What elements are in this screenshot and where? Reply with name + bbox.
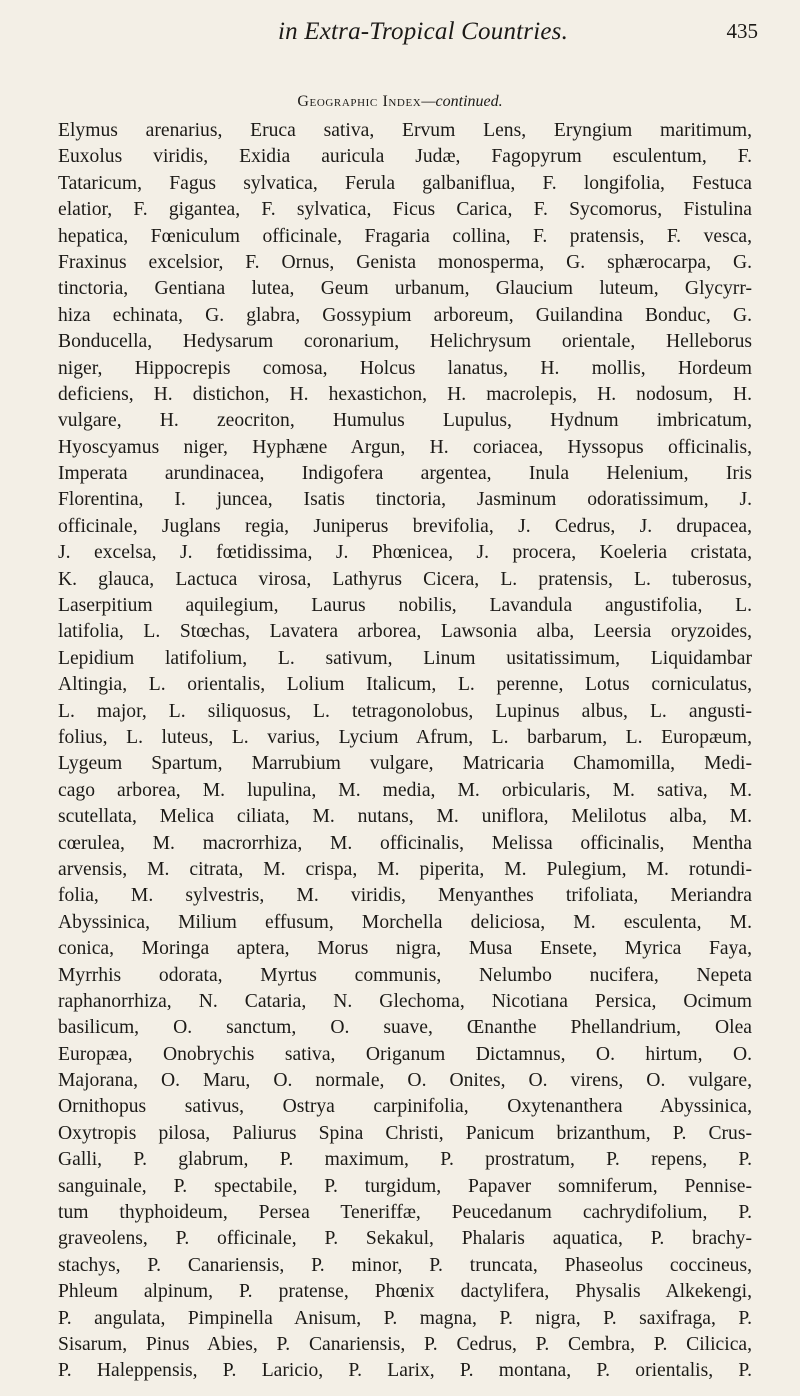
index-text-line: niger, Hippocrepis comosa, Holcus lanatus, H. mollis, Hordeum	[58, 357, 752, 379]
index-text-line: folius, L. luteus, L. varius, Lycium Afrum, L. barbarum, L. Europæum,	[58, 726, 752, 748]
index-text-line: latifolia, L. Stœchas, Lavatera arborea, Lawsonia alba, Leersia oryzoides,	[58, 621, 752, 643]
index-body-text	[58, 118, 752, 1385]
index-text-line: Hyoscyamus niger, Hyphæne Argun, H. coriacea, Hyssopus officinalis,	[58, 436, 752, 458]
index-text-line: folia, M. sylvestris, M. viridis, Menyanthes trifoliata, Meriandra	[58, 885, 752, 907]
index-text-line: Majorana, O. Maru, O. normale, O. Onites, O. virens, O. vulgare,	[58, 1070, 752, 1092]
index-text-line: Bonducella, Hedysarum coronarium, Helichrysum orientale, Helleborus	[58, 331, 752, 353]
index-text-line: scutellata, Melica ciliata, M. nutans, M. uniflora, Melilotus alba, M.	[58, 806, 752, 828]
index-text-line: basilicum, O. sanctum, O. suave, Œnanthe Phellandrium, Olea	[58, 1017, 752, 1039]
index-text-line: Abyssinica, Milium effusum, Morchella deliciosa, M. esculenta, M.	[58, 911, 752, 933]
index-text-line: P. angulata, Pimpinella Anisum, P. magna, P. nigra, P. saxifraga, P.	[58, 1307, 752, 1329]
index-text-line: Europæa, Onobrychis sativa, Origanum Dictamnus, O. hirtum, O.	[58, 1043, 752, 1065]
section-continued-note: —continued.	[421, 93, 503, 110]
index-text-line: hiza echinata, G. glabra, Gossypium arboreum, Guilandina Bonduc, G.	[58, 304, 752, 326]
index-text-line: cœrulea, M. macrorrhiza, M. officinalis, Melissa officinalis, Mentha	[58, 832, 752, 854]
index-text-line: conica, Moringa aptera, Morus nigra, Musa Ensete, Myrica Faya,	[58, 938, 752, 960]
running-head	[88, 18, 758, 48]
index-text-line: Lygeum Spartum, Marrubium vulgare, Matricaria Chamomilla, Medi-	[58, 753, 752, 775]
index-text-line: Tataricum, Fagus sylvatica, Ferula galbaniflua, F. longifolia, Festuca	[58, 172, 752, 194]
index-text-line: Laserpitium aquilegium, Laurus nobilis, Lavandula angustifolia, L.	[58, 595, 752, 617]
index-text-line: Lepidium latifolium, L. sativum, Linum usitatissimum, Liquidambar	[58, 647, 752, 669]
index-text-line: Euxolus viridis, Exidia auricula Judæ, Fagopyrum esculentum, F.	[58, 146, 752, 168]
index-text-line: hepatica, Fœniculum officinale, Fragaria collina, F. pratensis, F. vesca,	[58, 225, 752, 247]
section-heading	[0, 93, 800, 111]
index-text-line: J. excelsa, J. fœtidissima, J. Phœnicea, J. procera, Koeleria cristata,	[58, 542, 752, 564]
index-text-line: arvensis, M. citrata, M. crispa, M. piperita, M. Pulegium, M. rotundi-	[58, 858, 752, 880]
index-text-line: Phleum alpinum, P. pratense, Phœnix dactylifera, Physalis Alkekengi,	[58, 1281, 752, 1303]
index-text-line: Myrrhis odorata, Myrtus communis, Nelumbo nucifera, Nepeta	[58, 964, 752, 986]
index-text-line: raphanorrhiza, N. Cataria, N. Glechoma, Nicotiana Persica, Ocimum	[58, 990, 752, 1012]
index-text-line: Galli, P. glabrum, P. maximum, P. prostratum, P. repens, P.	[58, 1149, 752, 1171]
index-text-line: tum thyphoideum, Persea Teneriffæ, Peucedanum cachrydifolium, P.	[58, 1202, 752, 1224]
index-text-line: Imperata arundinacea, Indigofera argentea, Inula Helenium, Iris	[58, 463, 752, 485]
index-text-line: K. glauca, Lactuca virosa, Lathyrus Cicera, L. pratensis, L. tuberosus,	[58, 568, 752, 590]
index-text-line: P. Haleppensis, P. Laricio, P. Larix, P. montana, P. orientalis, P.	[58, 1360, 752, 1382]
index-text-line: officinale, Juglans regia, Juniperus brevifolia, J. Cedrus, J. drupacea,	[58, 515, 752, 537]
index-text-line: Oxytropis pilosa, Paliurus Spina Christi, Panicum brizanthum, P. Crus-	[58, 1122, 752, 1144]
index-text-line: deficiens, H. distichon, H. hexastichon, H. macrolepis, H. nodosum, H.	[58, 383, 752, 405]
index-text-line: tinctoria, Gentiana lutea, Geum urbanum, Glaucium luteum, Glycyrr-	[58, 278, 752, 300]
running-title: in Extra-Tropical Countries.	[277, 18, 569, 45]
section-title: Geographic Index	[297, 93, 422, 110]
index-text-line: Fraxinus excelsior, F. Ornus, Genista monosperma, G. sphærocarpa, G.	[58, 251, 752, 273]
index-text-line: elatior, F. gigantea, F. sylvatica, Ficus Carica, F. Sycomorus, Fistulina	[58, 199, 752, 221]
index-text-line: sanguinale, P. spectabile, P. turgidum, Papaver somniferum, Pennise-	[58, 1175, 752, 1197]
index-text-line: Florentina, I. juncea, Isatis tinctoria, Jasminum odoratissimum, J.	[58, 489, 752, 511]
index-text-line: Elymus arenarius, Eruca sativa, Ervum Lens, Eryngium maritimum,	[58, 120, 752, 141]
index-text-line: Ornithopus sativus, Ostrya carpinifolia, Oxytenanthera Abyssinica,	[58, 1096, 752, 1118]
index-text-line: Sisarum, Pinus Abies, P. Canariensis, P. Cedrus, P. Cembra, P. Cilicica,	[58, 1333, 752, 1355]
index-text-line: graveolens, P. officinale, P. Sekakul, Phalaris aquatica, P. brachy-	[58, 1228, 752, 1250]
index-text-line: cago arborea, M. lupulina, M. media, M. orbicularis, M. sativa, M.	[58, 779, 752, 801]
page-number: 435	[726, 19, 758, 43]
index-text-line: L. major, L. siliquosus, L. tetragonolobus, Lupinus albus, L. angusti-	[58, 700, 752, 722]
index-text-line: Altingia, L. orientalis, Lolium Italicum, L. perenne, Lotus corniculatus,	[58, 674, 752, 696]
index-text-line: stachys, P. Canariensis, P. minor, P. truncata, Phaseolus coccineus,	[58, 1254, 752, 1276]
index-text-line: vulgare, H. zeocriton, Humulus Lupulus, Hydnum imbricatum,	[58, 410, 752, 432]
